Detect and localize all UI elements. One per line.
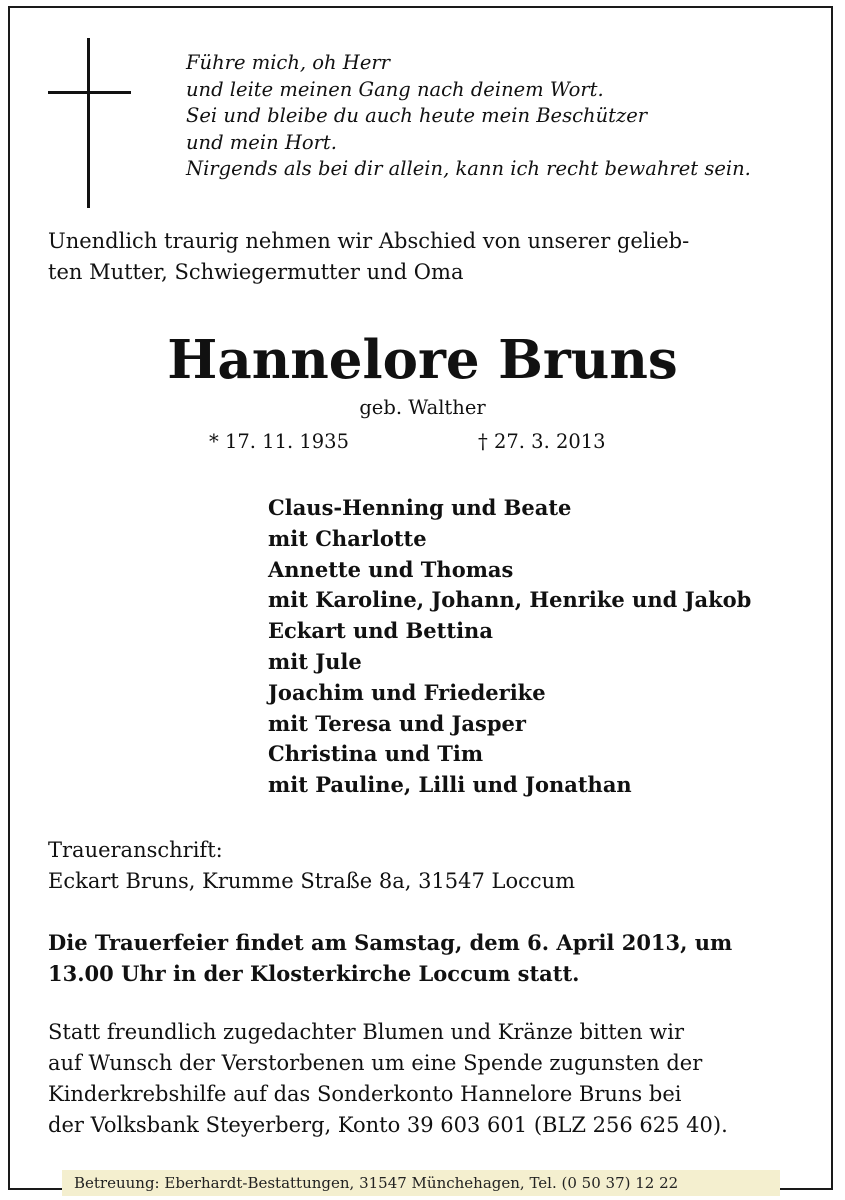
family-line: mit Teresa und Jasper — [268, 710, 526, 736]
family-line: Christina und Tim — [268, 741, 484, 767]
family-line: Claus-Henning und Beate — [268, 495, 572, 520]
verse-line: und leite meinen Gang nach deinem Wort. — [186, 77, 604, 101]
family-line: mit Charlotte — [268, 525, 427, 551]
donation-request — [48, 1017, 728, 1141]
donation-line: Statt freundlich zugedachter Blumen und Kränze bitten wir — [48, 1020, 685, 1044]
mourning-address — [48, 835, 575, 897]
verse-line: Nirgends als bei dir allein, kann ich recht bewahret sein. — [186, 157, 751, 180]
verse-line: Führe mich, oh Herr — [186, 51, 390, 74]
ceremony-line: Die Trauerfeier findet am Samstag, dem 6. April 2013, um — [48, 930, 733, 955]
funeral-home-footer — [62, 1170, 780, 1196]
ceremony-line: 13.00 Uhr in der Klosterkirche Loccum statt. — [48, 961, 580, 986]
death-date: † 27. 3. 2013 — [478, 430, 606, 453]
verse-line: Sei und bleibe du auch heute mein Beschützer — [186, 104, 648, 127]
intro-line: ten Mutter, Schwiegermutter und Oma — [48, 260, 464, 284]
address-label: Traueranschrift: — [48, 838, 223, 862]
family-line: Joachim und Friederike — [268, 679, 546, 705]
address-value: Eckart Bruns, Krumme Straße 8a, 31547 Loccum — [48, 869, 576, 893]
deceased-name: Hannelore Bruns — [167, 329, 678, 391]
donation-line: der Volksbank Steyerberg, Konto 39 603 601 (BLZ 256 625 40). — [48, 1113, 728, 1137]
donation-line: auf Wunsch der Verstorbenen um eine Spende zugunsten der — [48, 1051, 703, 1075]
family-list — [268, 493, 751, 801]
farewell-intro — [48, 226, 689, 288]
family-line: mit Karoline, Johann, Henrike und Jakob — [268, 587, 752, 613]
verse-line: und mein Hort. — [186, 130, 337, 154]
birth-name: geb. Walther — [359, 396, 486, 419]
bible-verse — [186, 50, 751, 183]
family-line: mit Pauline, Lilli und Jonathan — [268, 772, 632, 798]
funeral-service-info — [48, 927, 732, 989]
family-line: Annette und Thomas — [268, 556, 514, 582]
family-line: Eckart und Bettina — [268, 618, 493, 644]
donation-line: Kinderkrebshilfe auf das Sonderkonto Hannelore Bruns bei — [48, 1082, 682, 1106]
birth-date: * 17. 11. 1935 — [209, 430, 349, 453]
intro-line: Unendlich traurig nehmen wir Abschied von unserer gelieb- — [48, 229, 690, 253]
family-line: mit Jule — [268, 648, 362, 674]
footer-text: Betreuung: Eberhardt-Bestattungen, 31547 Münchehagen, Tel. (0 50 37) 12 22 — [74, 1174, 679, 1192]
